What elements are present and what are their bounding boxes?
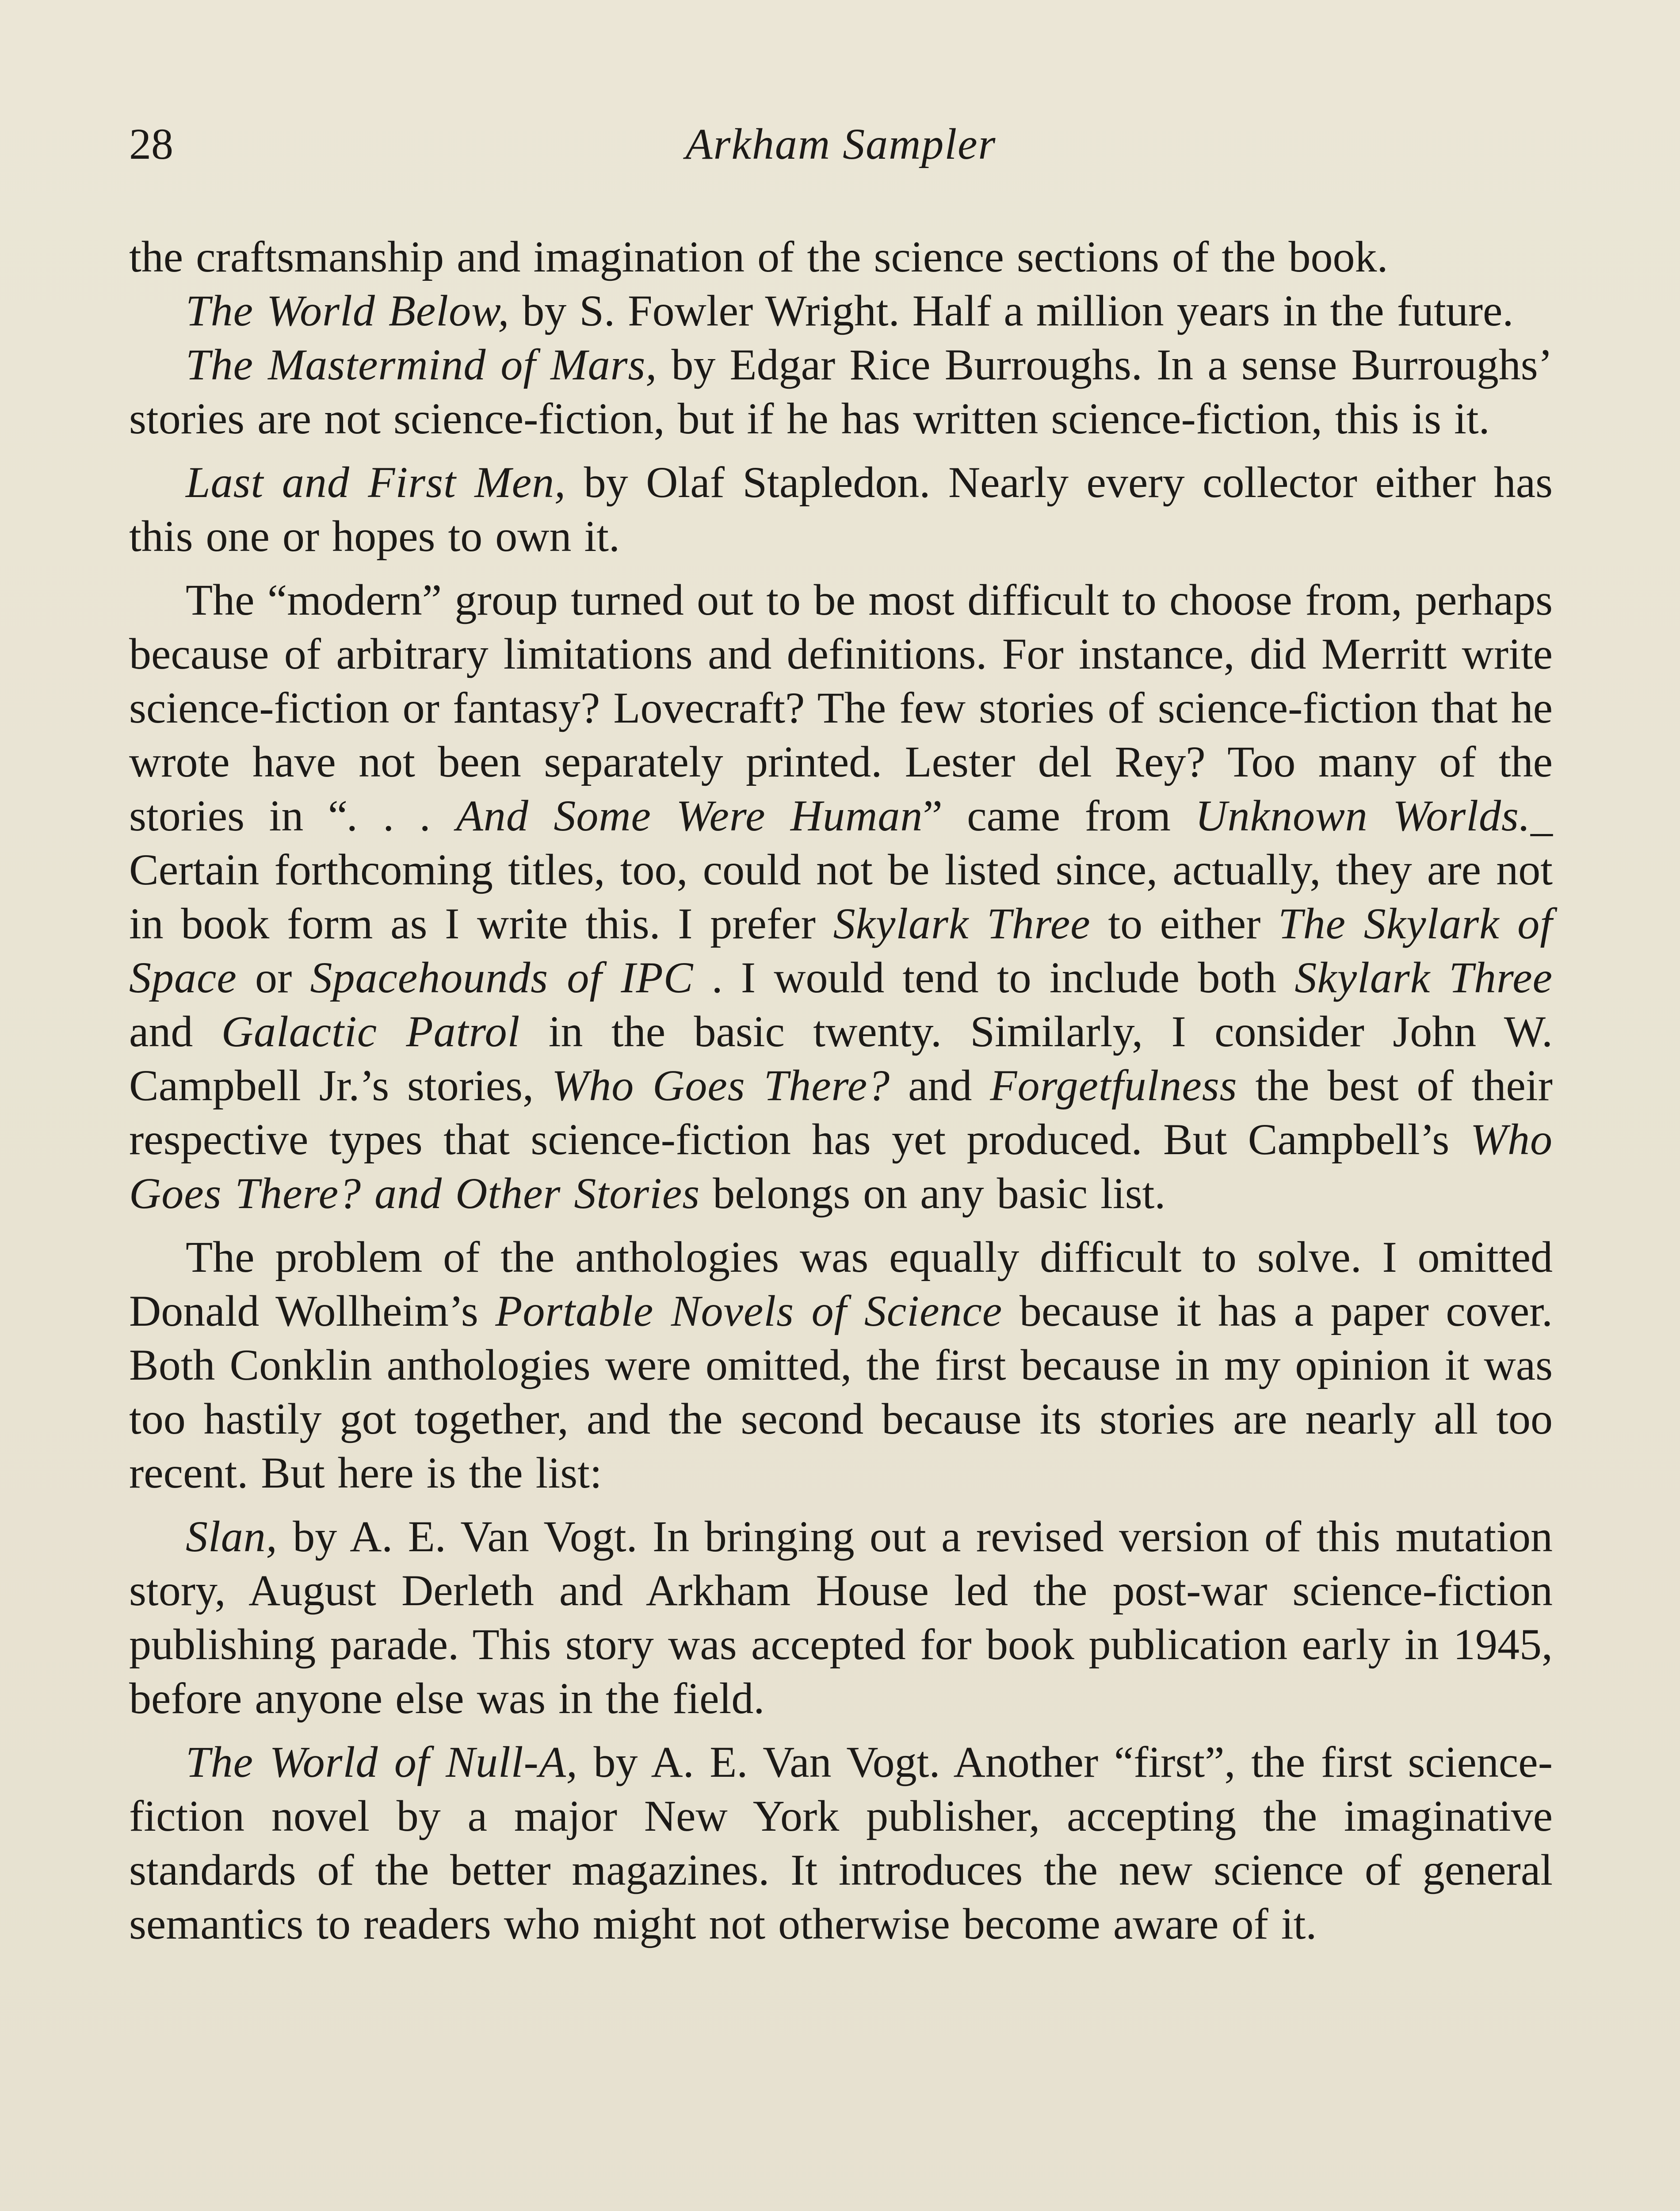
paragraph-text: . I would tend to include both xyxy=(693,953,1295,1002)
paragraph-text: by S. Fowler Wright. Half a million years in the future. xyxy=(509,286,1514,335)
paragraph-text: by A. E. Van Vogt. In bringing out a revised version of this mutation story, August Derleth and Arkham House led the post-war science-fiction publishing parade. This story was accepted for book publication early in 1945, before anyone else was in the field. xyxy=(129,1512,1553,1723)
book-title: Skylark Three xyxy=(833,899,1091,948)
paragraph-world-of-null-a xyxy=(129,1735,1553,1951)
book-title: . . . And Some Were Human xyxy=(347,791,923,840)
paragraph-text: the best of their respective types that science-fiction has yet produced. But Campbell’s xyxy=(129,1061,1553,1164)
book-title: Who Goes There? and Other Stories xyxy=(129,1115,1553,1218)
page-header xyxy=(129,119,1553,176)
book-title: Skylark Three xyxy=(1294,953,1553,1002)
book-title: Spacehounds of IPC xyxy=(310,953,694,1002)
paragraph-text: The “modern” group turned out to be most difficult to choose from, perhaps because of arbitrary limitations and definitions. For instance, did Merritt write science-fiction or fantasy? Lovecraft? The few stories of science-fiction that he wrote have not been separately printed. Lester del Rey? Too many of the stories in “ xyxy=(129,575,1553,840)
paragraph-anthologies xyxy=(129,1230,1553,1500)
paragraph-text: by Olaf Stapledon. Nearly every collector either has this one or hopes to own it. xyxy=(129,458,1553,561)
paragraph-continuation xyxy=(129,230,1553,284)
paragraph-text: by A. E. Van Vogt. Another “first”, the first science-fiction novel by a major New York publisher, accepting the imaginative standards of the better magazines. It introduces the new science of general semantics to readers who might not otherwise become aware of it. xyxy=(129,1737,1553,1948)
story-title: Who Goes There? xyxy=(551,1061,890,1110)
paragraph-text: _ Certain forthcoming titles, too, could not be listed since, actually, they are not in book form as I write this. I prefer xyxy=(129,791,1553,948)
running-title: Arkham Sampler xyxy=(685,119,997,168)
paragraph-text: and xyxy=(129,1007,221,1056)
book-title: Portable Novels of Science xyxy=(495,1286,1003,1335)
paragraph-text: belongs on any basic list. xyxy=(700,1169,1166,1218)
magazine-title: Unknown Worlds. xyxy=(1195,791,1531,840)
book-title: Last and First Men, xyxy=(186,458,566,507)
paragraph-the-world-below xyxy=(129,284,1553,338)
paragraph-modern-group xyxy=(129,573,1553,1220)
paragraph-text: the craftsmanship and imagination of the science sections of the book. xyxy=(129,232,1388,281)
book-title: The World Below, xyxy=(186,286,510,335)
paragraph-last-and-first-men xyxy=(129,455,1553,563)
paragraph-text: in the basic twenty. Similarly, I consider John W. Campbell Jr.’s stories, xyxy=(129,1007,1553,1110)
paragraph-text: or xyxy=(237,953,310,1002)
paragraph-text: by Edgar Rice Burroughs. In a sense Burroughs’ stories are not science-fiction, but if he has written science-fiction, this is it. xyxy=(129,340,1553,443)
paragraph-text: because it has a paper cover. Both Conklin anthologies were omitted, the first because in my opinion it was too hastily got together, and the second because its stories are nearly all too recent. But here is the list: xyxy=(129,1286,1553,1497)
page-number: 28 xyxy=(129,119,173,168)
paragraph-text: The problem of the anthologies was equally difficult to solve. I omitted Donald Wollheim’s xyxy=(129,1232,1553,1335)
book-title: Slan, xyxy=(186,1512,278,1561)
body-text xyxy=(129,230,1553,1951)
paragraph-mastermind-of-mars xyxy=(129,338,1553,446)
story-title: Forgetfulness xyxy=(990,1061,1237,1110)
paragraph-slan xyxy=(129,1510,1553,1725)
book-title: Galactic Patrol xyxy=(221,1007,520,1056)
book-title: The World of Null-A, xyxy=(186,1737,578,1786)
book-title: The Skylark of Space xyxy=(129,899,1553,1002)
paragraph-text: to either xyxy=(1090,899,1279,948)
book-title: The Mastermind of Mars, xyxy=(186,340,657,389)
paragraph-text: and xyxy=(890,1061,990,1110)
paragraph-text: ” came from xyxy=(923,791,1195,840)
